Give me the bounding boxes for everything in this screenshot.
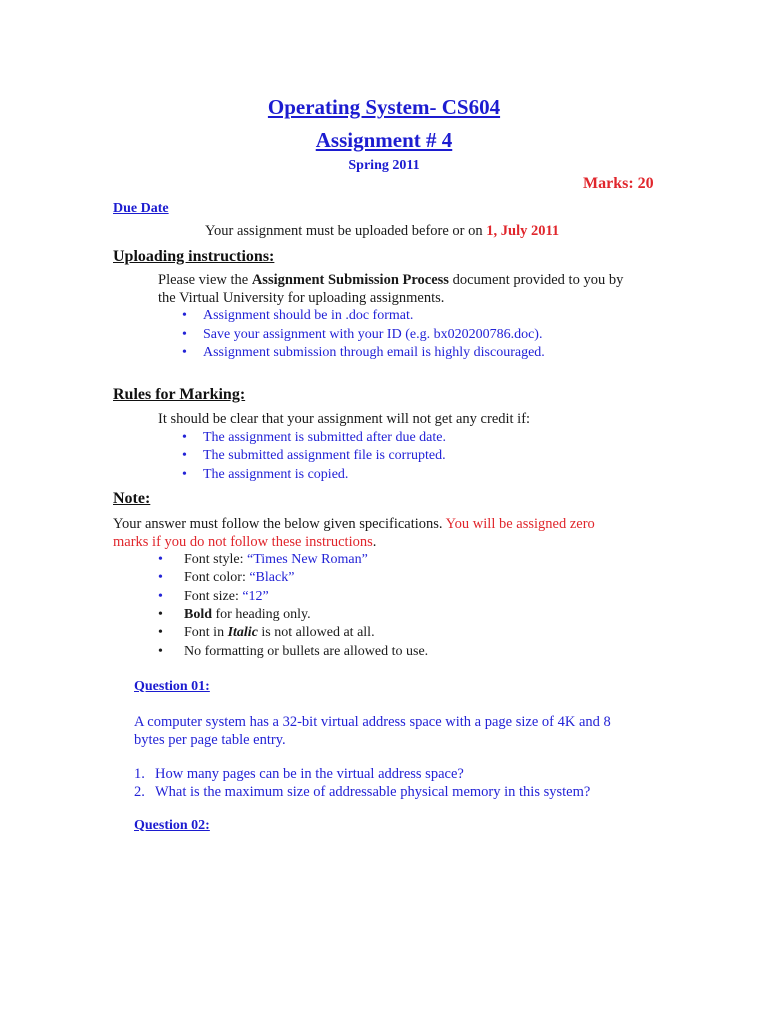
note-text-red-2: marks if you do not follow these instructions [113, 534, 373, 550]
note-text-red: You will be assigned zero [445, 516, 595, 532]
intro-bold: Assignment Submission Process [251, 272, 449, 288]
marks-label: Marks: 20 [583, 175, 654, 192]
rules-intro: It should be clear that your assignment will not get any credit if: [158, 411, 531, 427]
note-text-line2 [113, 534, 376, 551]
rules-heading: Rules for Marking: [113, 386, 246, 403]
question-01-item: 2. What is the maximum size of addressable physical memory in this system? [134, 784, 591, 800]
note-heading: Note: [113, 490, 151, 507]
intro-pre: Please view the [158, 272, 249, 288]
due-date-sentence: Your assignment must be uploaded before or on [205, 223, 483, 239]
question-02-heading: Question 02: [134, 818, 210, 833]
question-01-text: A computer system has a 32-bit virtual address space with a page size of 4K and 8 [134, 714, 611, 730]
intro-post: document provided to you by [452, 272, 624, 288]
question-01-heading: Question 01: [134, 679, 210, 694]
due-date-text [205, 223, 559, 240]
note-text-black: Your answer must follow the below given specifications. [113, 516, 443, 532]
assignment-number: Assignment # 4 [315, 128, 453, 152]
due-date-heading: Due Date [113, 201, 169, 216]
uploading-heading: Uploading instructions: [113, 248, 275, 265]
uploading-intro-line2: the Virtual University for uploading assignments. [158, 290, 445, 306]
document-title: Operating System- CS604 [267, 95, 501, 119]
uploading-intro [158, 272, 623, 289]
note-text [113, 516, 595, 533]
question-01-text-line2: bytes per page table entry. [134, 732, 286, 748]
question-01-item: 1. How many pages can be in the virtual address space? [134, 766, 464, 782]
due-date-value: 1, July 2011 [486, 223, 560, 239]
semester: Spring 2011 [348, 158, 420, 173]
note-period: . [372, 534, 377, 550]
